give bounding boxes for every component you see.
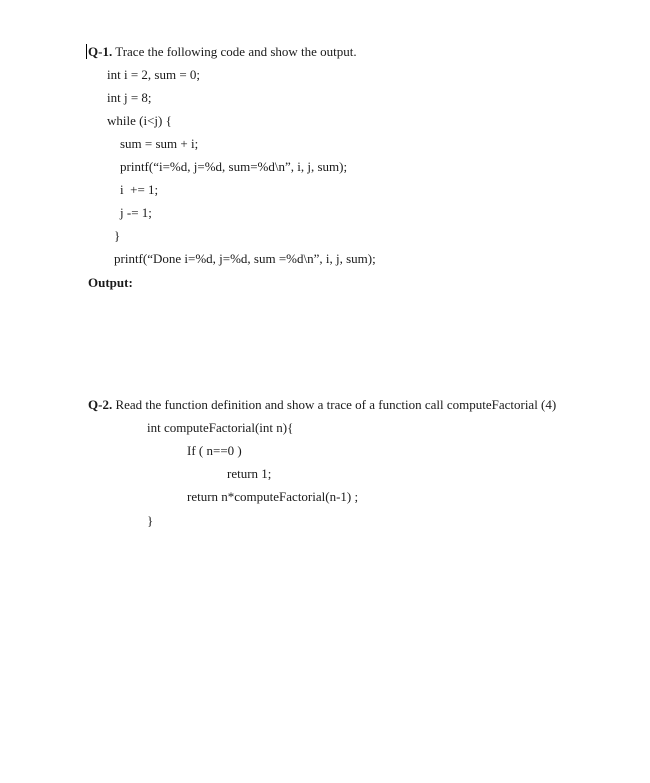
q1-code-line-5: printf(“i=%d, j=%d, sum=%d\n”, i, j, sum); — [120, 159, 348, 174]
q1-code-line-8: } — [114, 228, 121, 243]
q1-code-line-7: j -= 1; — [120, 205, 152, 220]
q2-code-line-1: int computeFactorial(int n){ — [147, 420, 294, 435]
q1-code-line-3: while (i<j) { — [107, 113, 172, 128]
q1-code-line-2: int j = 8; — [107, 90, 152, 105]
q1-code-line-6: i += 1; — [120, 182, 159, 197]
q1-heading — [88, 44, 357, 60]
q2-prompt: Read the function definition and show a trace of a function call computeFactorial (4) — [112, 397, 557, 412]
q1-prompt: Trace the following code and show the output. — [112, 44, 357, 59]
q2-code-line-4: return n*computeFactorial(n-1) ; — [187, 489, 359, 504]
q2-label: Q-2. — [88, 397, 113, 412]
q2-heading — [88, 397, 556, 413]
q2-code-line-5: } — [147, 513, 154, 528]
q2-code-line-2: If ( n==0 ) — [187, 443, 242, 458]
q1-output-label: Output: — [88, 275, 133, 290]
q1-code-line-9: printf(“Done i=%d, j=%d, sum =%d\n”, i, j, sum); — [114, 251, 376, 266]
q2-code-line-3: return 1; — [227, 466, 272, 481]
text-cursor — [86, 44, 87, 59]
q1-code-line-1: int i = 2, sum = 0; — [107, 67, 201, 82]
q1-label: Q-1. — [88, 44, 113, 59]
q1-code-line-4: sum = sum + i; — [120, 136, 199, 151]
